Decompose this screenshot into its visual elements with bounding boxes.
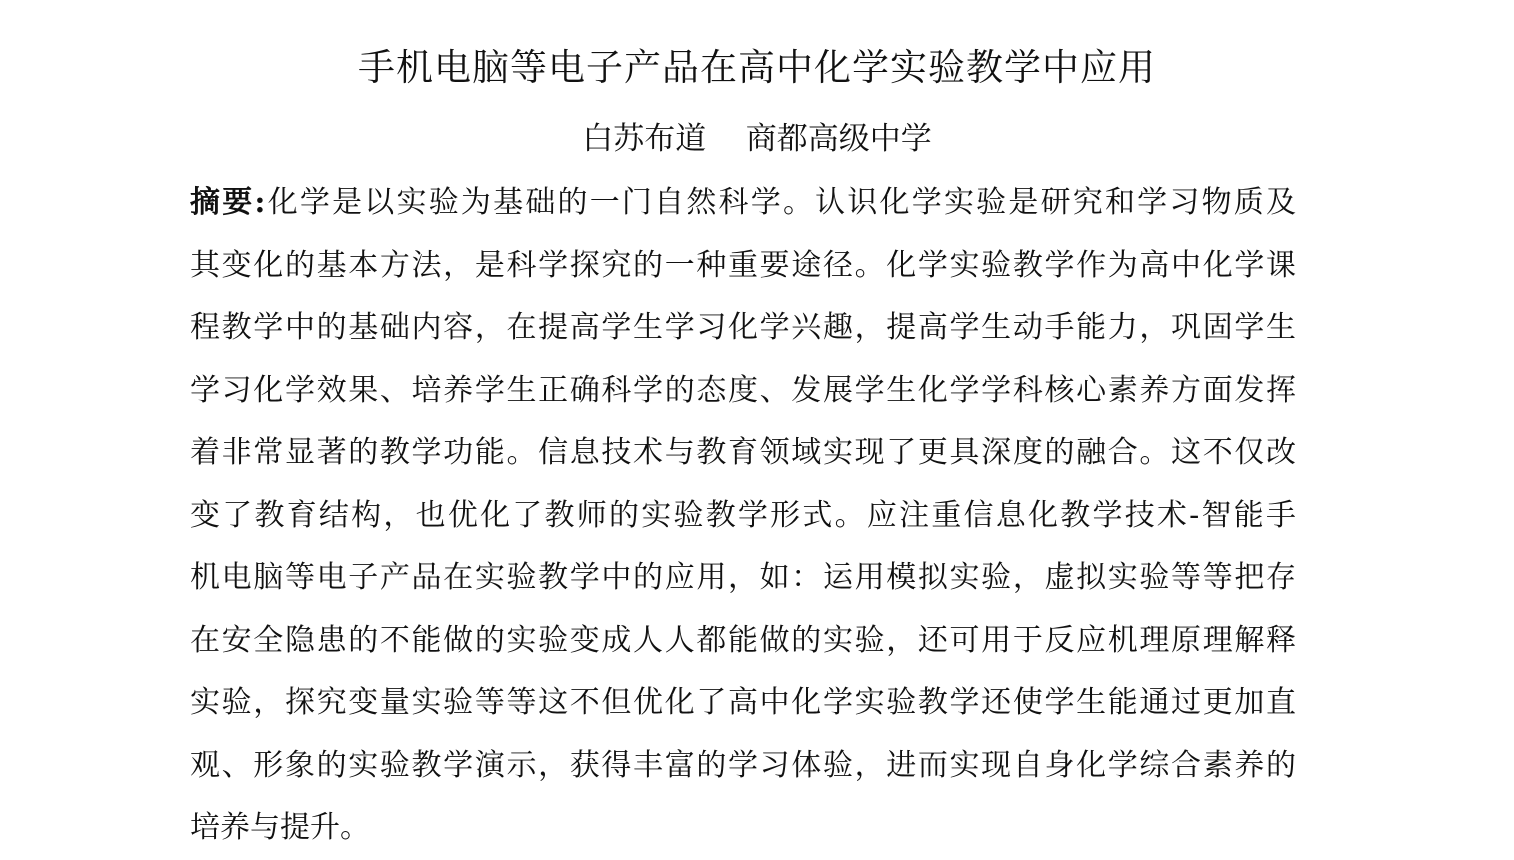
abstract-line: 着非常显著的教学功能。信息技术与教育领域实现了更具深度的融合。这不仅改 (190, 435, 1296, 470)
abstract-line: 程教学中的基础内容，在提高学生学习化学兴趣，提高学生动手能力，巩固学生 (190, 310, 1296, 345)
abstract-line: 观、形象的实验教学演示，获得丰富的学习体验，进而实现自身化学综合素养的 (190, 747, 1296, 783)
abstract-line: 实验，探究变量实验等等这不但优化了高中化学实验教学还使学生能通过更加直 (190, 685, 1296, 720)
abstract-line: 机电脑等电子产品在实验教学中的应用，如：运用模拟实验，虚拟实验等等把存 (190, 560, 1296, 595)
abstract-line: 其变化的基本方法，是科学探究的一种重要途径。化学实验教学作为高中化学课 (190, 247, 1296, 283)
abstract-label: 摘要: (190, 185, 266, 220)
abstract-line: 培养与提升。 (190, 810, 370, 845)
abstract-line (190, 172, 1296, 235)
abstract (190, 172, 1296, 860)
abstract-line: 学习化学效果、培养学生正确科学的态度、发展学生化学学科核心素养方面发挥 (190, 372, 1296, 408)
abstract-line-text: 化学是以实验为基础的一门自然科学。认识化学实验是研究和学习物质及 (265, 185, 1296, 220)
abstract-line: 在安全隐患的不能做的实验变成人人都能做的实验，还可用于反应机理原理解释 (190, 622, 1296, 658)
abstract-line: 变了教育结构，也优化了教师的实验教学形式。应注重信息化教学技术-智能手 (190, 497, 1296, 533)
author-affiliation: 白苏布道 商都高级中学 (582, 121, 932, 157)
paper-title: 手机电脑等电子产品在高中化学实验教学中应用 (358, 46, 1156, 89)
